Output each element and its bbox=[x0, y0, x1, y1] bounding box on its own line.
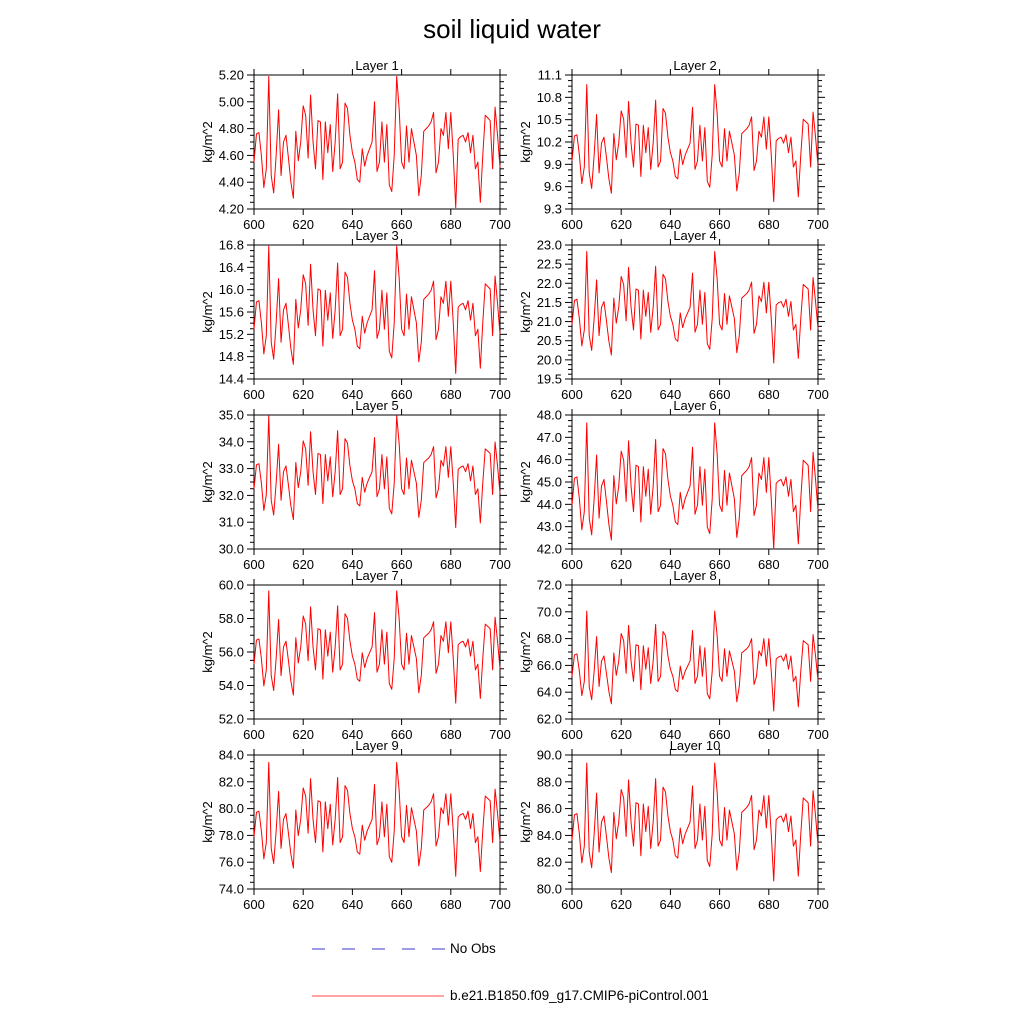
y-tick-label: 9.6 bbox=[543, 179, 562, 195]
subplot-title: Layer 2 bbox=[673, 60, 717, 73]
y-tick-label: 15.6 bbox=[218, 304, 244, 320]
y-tick-label: 4.20 bbox=[218, 201, 244, 217]
y-tick-label: 42.0 bbox=[536, 541, 562, 557]
y-tick-label: 62.0 bbox=[536, 711, 562, 727]
y-tick-label: 10.8 bbox=[536, 89, 562, 105]
plot-layer-1 bbox=[190, 60, 520, 230]
x-tick-label: 700 bbox=[807, 727, 829, 740]
y-tick-label: 44.0 bbox=[536, 496, 562, 512]
y-tick-label: 46.0 bbox=[536, 452, 562, 468]
x-tick-label: 700 bbox=[489, 217, 511, 230]
y-tick-label: 20.0 bbox=[536, 352, 562, 368]
subplot-layer-2 bbox=[508, 60, 838, 230]
x-tick-label: 600 bbox=[561, 387, 583, 400]
y-axis-label: kg/m^2 bbox=[200, 801, 215, 843]
x-tick-label: 640 bbox=[659, 727, 682, 740]
y-tick-label: 20.5 bbox=[536, 333, 562, 349]
x-tick-label: 640 bbox=[341, 897, 364, 910]
x-tick-label: 700 bbox=[807, 897, 829, 910]
plot-layer-6 bbox=[508, 400, 838, 570]
y-tick-label: 16.0 bbox=[218, 282, 244, 298]
y-tick-label: 9.3 bbox=[543, 201, 562, 217]
series-line bbox=[254, 591, 500, 703]
y-tick-label: 70.0 bbox=[536, 604, 562, 620]
y-tick-label: 34.0 bbox=[218, 434, 244, 450]
subplot-layer-6 bbox=[508, 400, 838, 570]
x-tick-label: 680 bbox=[439, 217, 462, 230]
plot-layer-9 bbox=[190, 740, 520, 910]
subplot-title: Layer 4 bbox=[673, 230, 717, 243]
y-tick-label: 19.5 bbox=[536, 371, 562, 387]
y-axis-label: kg/m^2 bbox=[200, 291, 215, 333]
y-tick-label: 15.2 bbox=[218, 326, 244, 342]
x-tick-label: 660 bbox=[708, 897, 731, 910]
model-label: b.e21.B1850.f09_g17.CMIP6-piControl.001 bbox=[450, 988, 709, 1003]
y-axis-label: kg/m^2 bbox=[200, 121, 215, 163]
x-tick-label: 640 bbox=[341, 387, 364, 400]
x-tick-label: 620 bbox=[292, 557, 315, 570]
x-tick-label: 700 bbox=[807, 387, 829, 400]
x-tick-label: 640 bbox=[341, 217, 364, 230]
x-tick-label: 600 bbox=[561, 727, 583, 740]
x-tick-label: 640 bbox=[341, 557, 364, 570]
subplot-layer-4 bbox=[508, 230, 838, 400]
x-tick-label: 620 bbox=[610, 897, 633, 910]
y-tick-label: 9.9 bbox=[543, 156, 562, 172]
y-tick-label: 32.0 bbox=[218, 487, 244, 503]
x-tick-label: 620 bbox=[610, 727, 633, 740]
y-tick-label: 60.0 bbox=[218, 577, 244, 593]
y-axis-label: kg/m^2 bbox=[518, 291, 533, 333]
y-tick-label: 31.0 bbox=[218, 514, 244, 530]
y-tick-label: 4.80 bbox=[218, 121, 244, 137]
y-axis-label: kg/m^2 bbox=[518, 631, 533, 673]
y-tick-label: 23.0 bbox=[536, 237, 562, 253]
y-tick-label: 22.0 bbox=[536, 275, 562, 291]
y-tick-label: 78.0 bbox=[218, 827, 244, 843]
x-tick-label: 620 bbox=[292, 387, 315, 400]
plot-layer-2 bbox=[508, 60, 838, 230]
series-line bbox=[572, 611, 818, 711]
y-tick-label: 16.8 bbox=[218, 237, 244, 253]
x-tick-label: 700 bbox=[807, 217, 829, 230]
y-tick-label: 14.4 bbox=[218, 371, 244, 387]
y-tick-label: 68.0 bbox=[536, 631, 562, 647]
x-tick-label: 600 bbox=[561, 897, 583, 910]
x-tick-label: 680 bbox=[757, 727, 780, 740]
y-tick-label: 21.5 bbox=[536, 294, 562, 310]
y-tick-label: 90.0 bbox=[536, 747, 562, 763]
subplot-layer-9 bbox=[190, 740, 520, 910]
y-tick-label: 22.5 bbox=[536, 256, 562, 272]
y-axis-label: kg/m^2 bbox=[200, 631, 215, 673]
x-tick-label: 640 bbox=[659, 387, 682, 400]
y-tick-label: 5.20 bbox=[218, 67, 244, 83]
y-tick-label: 48.0 bbox=[536, 407, 562, 423]
subplot-layer-10 bbox=[508, 740, 838, 910]
y-tick-label: 4.40 bbox=[218, 174, 244, 190]
subplot-title: Layer 7 bbox=[355, 570, 399, 583]
x-tick-label: 600 bbox=[243, 387, 265, 400]
y-tick-label: 10.5 bbox=[536, 112, 562, 128]
subplot-layer-3 bbox=[190, 230, 520, 400]
series-line bbox=[254, 416, 500, 528]
y-tick-label: 84.0 bbox=[218, 747, 244, 763]
plot-layer-4 bbox=[508, 230, 838, 400]
series-line bbox=[254, 246, 500, 373]
y-axis-label: kg/m^2 bbox=[200, 461, 215, 503]
x-tick-label: 600 bbox=[243, 897, 265, 910]
series-line bbox=[254, 762, 500, 876]
x-tick-label: 660 bbox=[708, 217, 731, 230]
subplot-title: Layer 6 bbox=[673, 400, 717, 413]
y-tick-label: 84.0 bbox=[536, 827, 562, 843]
y-tick-label: 82.0 bbox=[218, 774, 244, 790]
subplot-title: Layer 10 bbox=[669, 740, 721, 753]
x-tick-label: 660 bbox=[708, 557, 731, 570]
subplot-title: Layer 5 bbox=[355, 400, 399, 413]
x-tick-label: 660 bbox=[390, 727, 413, 740]
subplot-layer-1 bbox=[190, 60, 520, 230]
x-tick-label: 640 bbox=[659, 557, 682, 570]
x-tick-label: 700 bbox=[489, 727, 511, 740]
subplot-title: Layer 9 bbox=[355, 740, 399, 753]
x-tick-label: 680 bbox=[757, 387, 780, 400]
y-tick-label: 4.60 bbox=[218, 147, 244, 163]
x-tick-label: 620 bbox=[610, 217, 633, 230]
x-tick-label: 700 bbox=[489, 557, 511, 570]
y-tick-label: 56.0 bbox=[218, 644, 244, 660]
subplot-title: Layer 8 bbox=[673, 570, 717, 583]
x-tick-label: 640 bbox=[341, 727, 364, 740]
x-tick-label: 600 bbox=[243, 217, 265, 230]
y-tick-label: 58.0 bbox=[218, 611, 244, 626]
x-tick-label: 700 bbox=[807, 557, 829, 570]
x-tick-label: 660 bbox=[390, 557, 413, 570]
x-tick-label: 680 bbox=[439, 897, 462, 910]
y-tick-label: 72.0 bbox=[536, 577, 562, 593]
y-tick-label: 21.0 bbox=[536, 314, 562, 330]
x-tick-label: 660 bbox=[390, 387, 413, 400]
subplot-title: Layer 1 bbox=[355, 60, 399, 73]
x-tick-label: 680 bbox=[757, 897, 780, 910]
y-tick-label: 45.0 bbox=[536, 474, 562, 490]
x-tick-label: 680 bbox=[757, 217, 780, 230]
y-tick-label: 88.0 bbox=[536, 774, 562, 790]
x-tick-label: 600 bbox=[243, 727, 265, 740]
y-tick-label: 80.0 bbox=[218, 801, 244, 817]
y-tick-label: 86.0 bbox=[536, 801, 562, 817]
x-tick-label: 660 bbox=[708, 387, 731, 400]
x-tick-label: 680 bbox=[439, 387, 462, 400]
y-tick-label: 5.00 bbox=[218, 94, 244, 110]
y-tick-label: 16.4 bbox=[218, 259, 244, 275]
x-tick-label: 620 bbox=[292, 897, 315, 910]
y-tick-label: 35.0 bbox=[218, 407, 244, 423]
subplot-layer-7 bbox=[190, 570, 520, 740]
series-line bbox=[572, 85, 818, 202]
subplot-layer-5 bbox=[190, 400, 520, 570]
no-obs-label: No Obs bbox=[450, 941, 496, 956]
x-tick-label: 600 bbox=[243, 557, 265, 570]
figure-title: soil liquid water bbox=[423, 14, 601, 44]
y-tick-label: 30.0 bbox=[218, 541, 244, 557]
plot-layer-8 bbox=[508, 570, 838, 740]
plot-layer-3 bbox=[190, 230, 520, 400]
y-tick-label: 11.1 bbox=[537, 67, 562, 83]
y-tick-label: 74.0 bbox=[218, 881, 244, 897]
y-tick-label: 47.0 bbox=[536, 429, 562, 445]
x-tick-label: 680 bbox=[439, 727, 462, 740]
y-tick-label: 66.0 bbox=[536, 657, 562, 673]
y-tick-label: 64.0 bbox=[536, 684, 562, 700]
y-axis-label: kg/m^2 bbox=[518, 121, 533, 163]
subplot-title: Layer 3 bbox=[355, 230, 399, 243]
x-tick-label: 660 bbox=[390, 217, 413, 230]
y-axis-label: kg/m^2 bbox=[518, 461, 533, 503]
x-tick-label: 620 bbox=[292, 217, 315, 230]
y-tick-label: 76.0 bbox=[218, 854, 244, 870]
y-axis-label: kg/m^2 bbox=[518, 801, 533, 843]
plot-layer-10 bbox=[508, 740, 838, 910]
x-tick-label: 680 bbox=[757, 557, 780, 570]
x-tick-label: 700 bbox=[489, 387, 511, 400]
model-line-icon bbox=[312, 990, 448, 1002]
plot-layer-7 bbox=[190, 570, 520, 740]
x-tick-label: 660 bbox=[390, 897, 413, 910]
x-tick-label: 600 bbox=[561, 217, 583, 230]
x-tick-label: 600 bbox=[561, 557, 583, 570]
y-tick-label: 54.0 bbox=[218, 678, 244, 693]
x-tick-label: 620 bbox=[292, 727, 315, 740]
plot-layer-5 bbox=[190, 400, 520, 570]
x-tick-label: 640 bbox=[659, 217, 682, 230]
x-tick-label: 700 bbox=[489, 897, 511, 910]
series-line bbox=[254, 76, 500, 207]
series-line bbox=[572, 423, 818, 549]
x-tick-label: 680 bbox=[439, 557, 462, 570]
x-tick-label: 640 bbox=[659, 897, 682, 910]
subplot-layer-8 bbox=[508, 570, 838, 740]
x-tick-label: 660 bbox=[708, 727, 731, 740]
y-tick-label: 82.0 bbox=[536, 854, 562, 870]
y-tick-label: 52.0 bbox=[218, 711, 244, 727]
series-line bbox=[572, 252, 818, 363]
x-tick-label: 620 bbox=[610, 387, 633, 400]
x-tick-label: 620 bbox=[610, 557, 633, 570]
y-tick-label: 10.2 bbox=[536, 134, 562, 150]
y-tick-label: 14.8 bbox=[218, 349, 244, 365]
series-line bbox=[572, 763, 818, 881]
y-tick-label: 33.0 bbox=[218, 461, 244, 477]
y-tick-label: 80.0 bbox=[536, 881, 562, 897]
no-obs-dash-line-icon bbox=[312, 943, 448, 955]
y-tick-label: 43.0 bbox=[536, 519, 562, 535]
